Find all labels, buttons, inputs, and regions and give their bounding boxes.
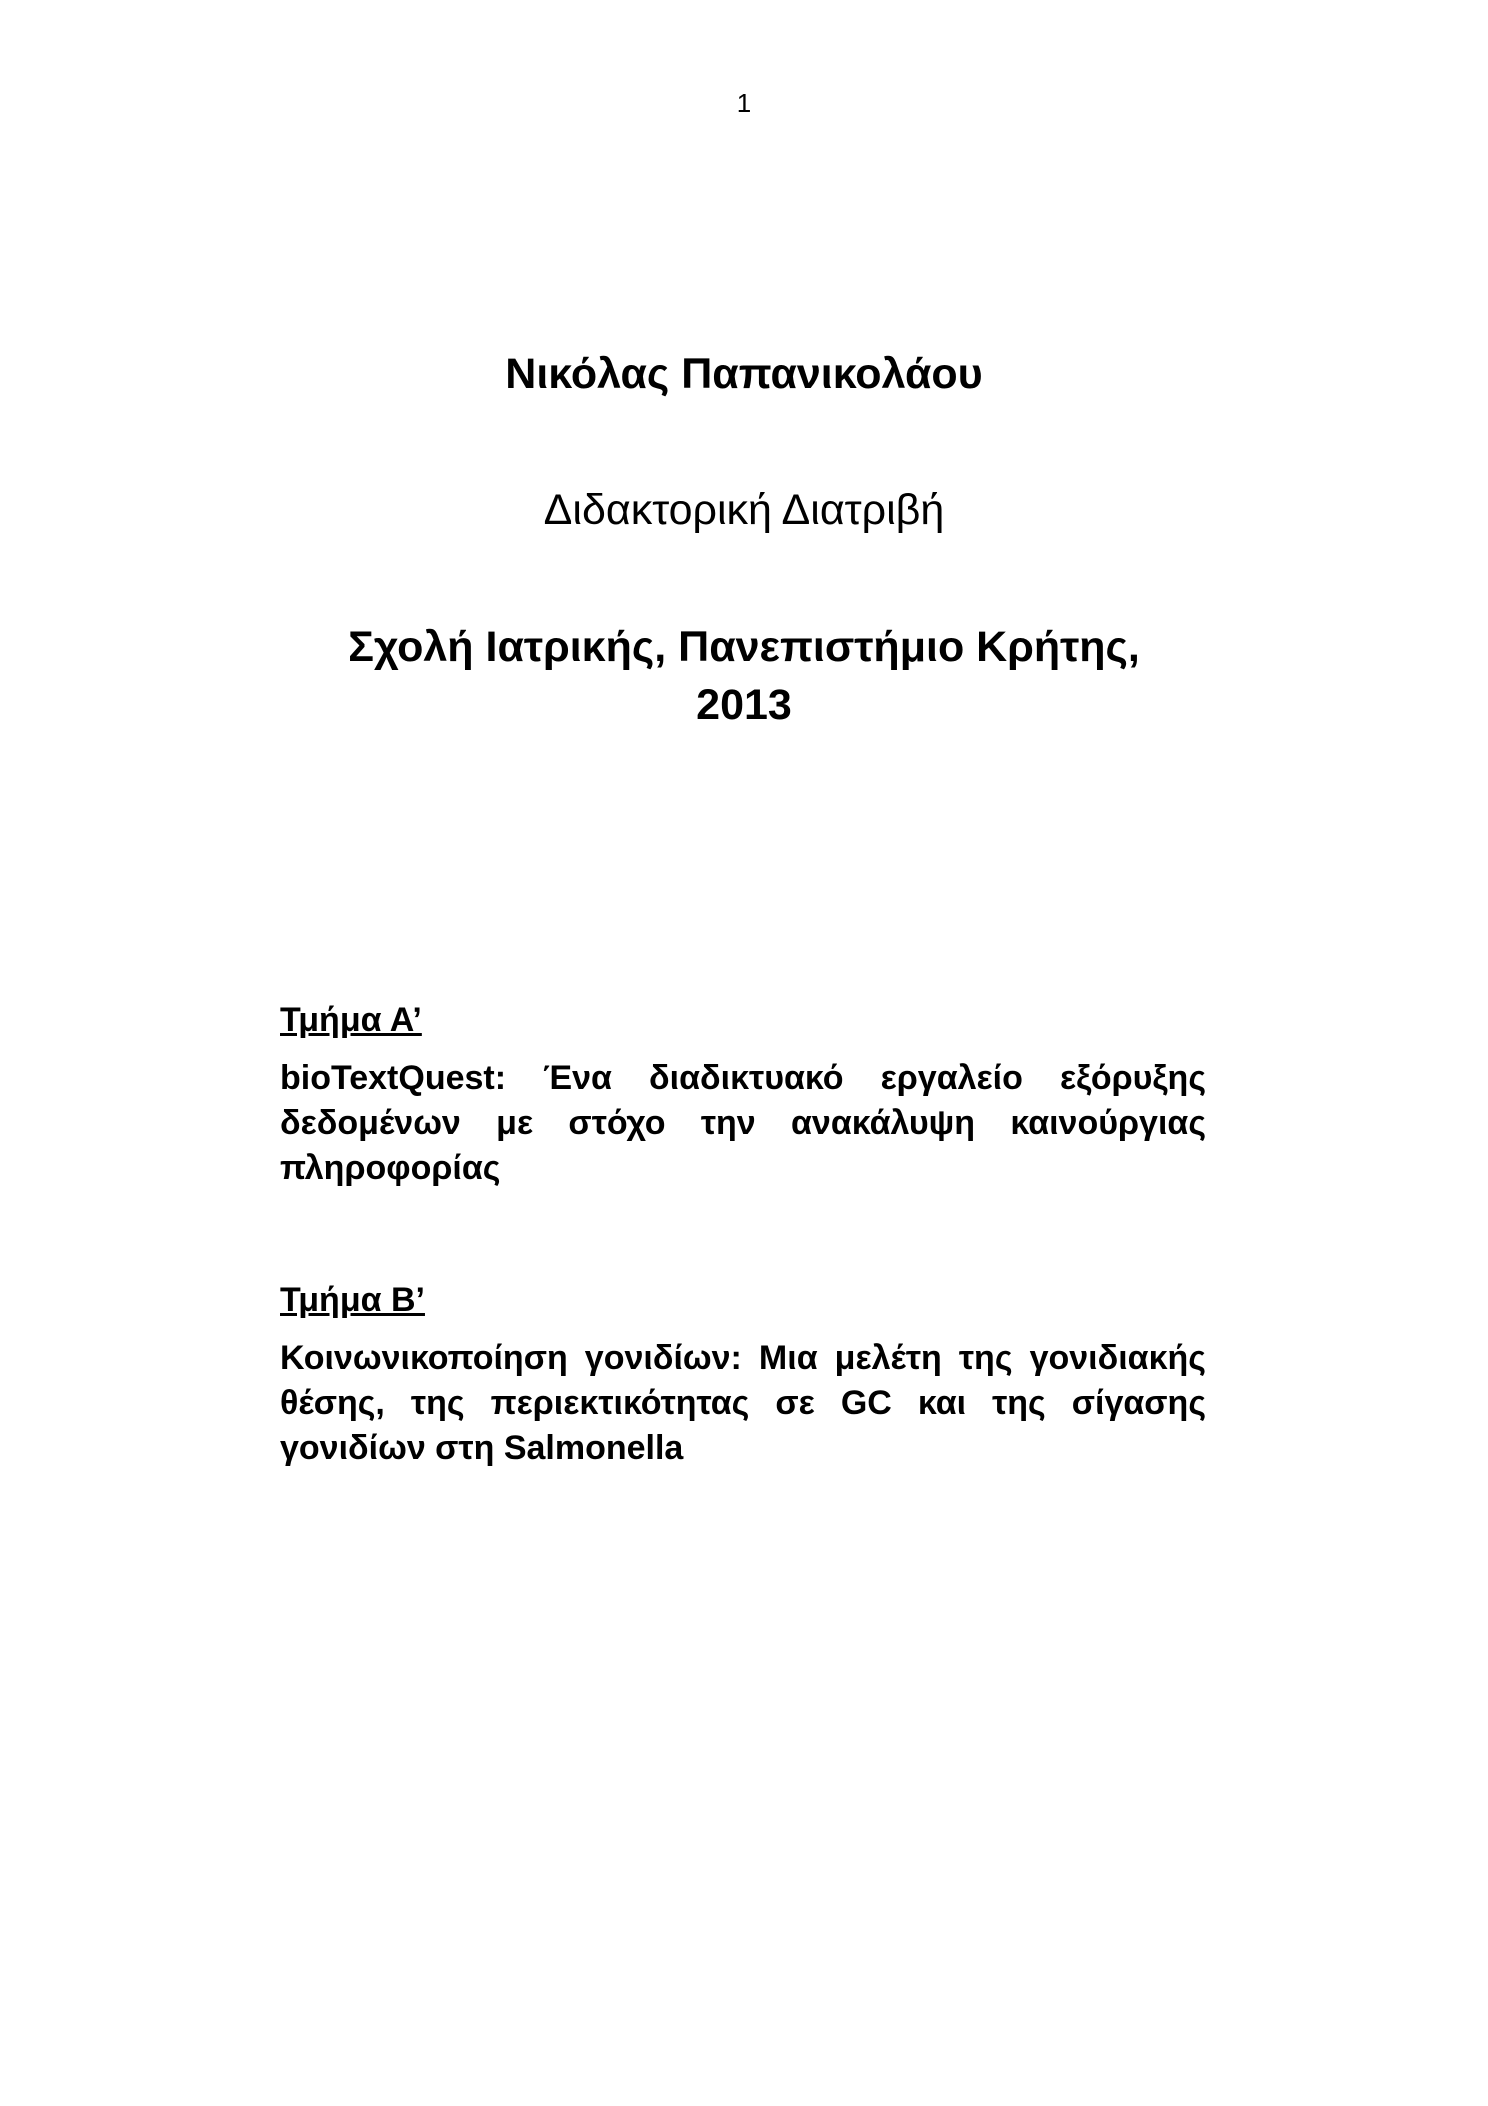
section-b <box>280 1278 1206 1471</box>
page-number: 1 <box>736 88 752 118</box>
section-a <box>280 998 1206 1191</box>
section-b-heading: Τμήμα Β’ <box>280 1281 425 1319</box>
thesis-type: Διδακτορική Διατριβή <box>543 486 945 534</box>
author-name: Νικόλας Παπανικολάου <box>505 350 983 398</box>
institution-block <box>0 618 1488 734</box>
institution-line: Σχολή Ιατρικής, Πανεπιστήμιο Κρήτης, <box>348 623 1140 671</box>
section-b-title: Κοινωνικοποίηση γονιδίων: Μια μελέτη της γονιδιακής θέσης, της περιεκτικότητας σε GC και της σίγασης γονιδίων στη Salmonella <box>280 1339 1206 1467</box>
section-a-heading: Τμήμα Α’ <box>280 1001 422 1039</box>
institution-year: 2013 <box>696 681 792 729</box>
section-a-title: bioTextQuest: Ένα διαδικτυακό εργαλείο εξόρυξης δεδομένων με στόχο την ανακάλυψη καινούργιας πληροφορίας <box>280 1059 1206 1187</box>
